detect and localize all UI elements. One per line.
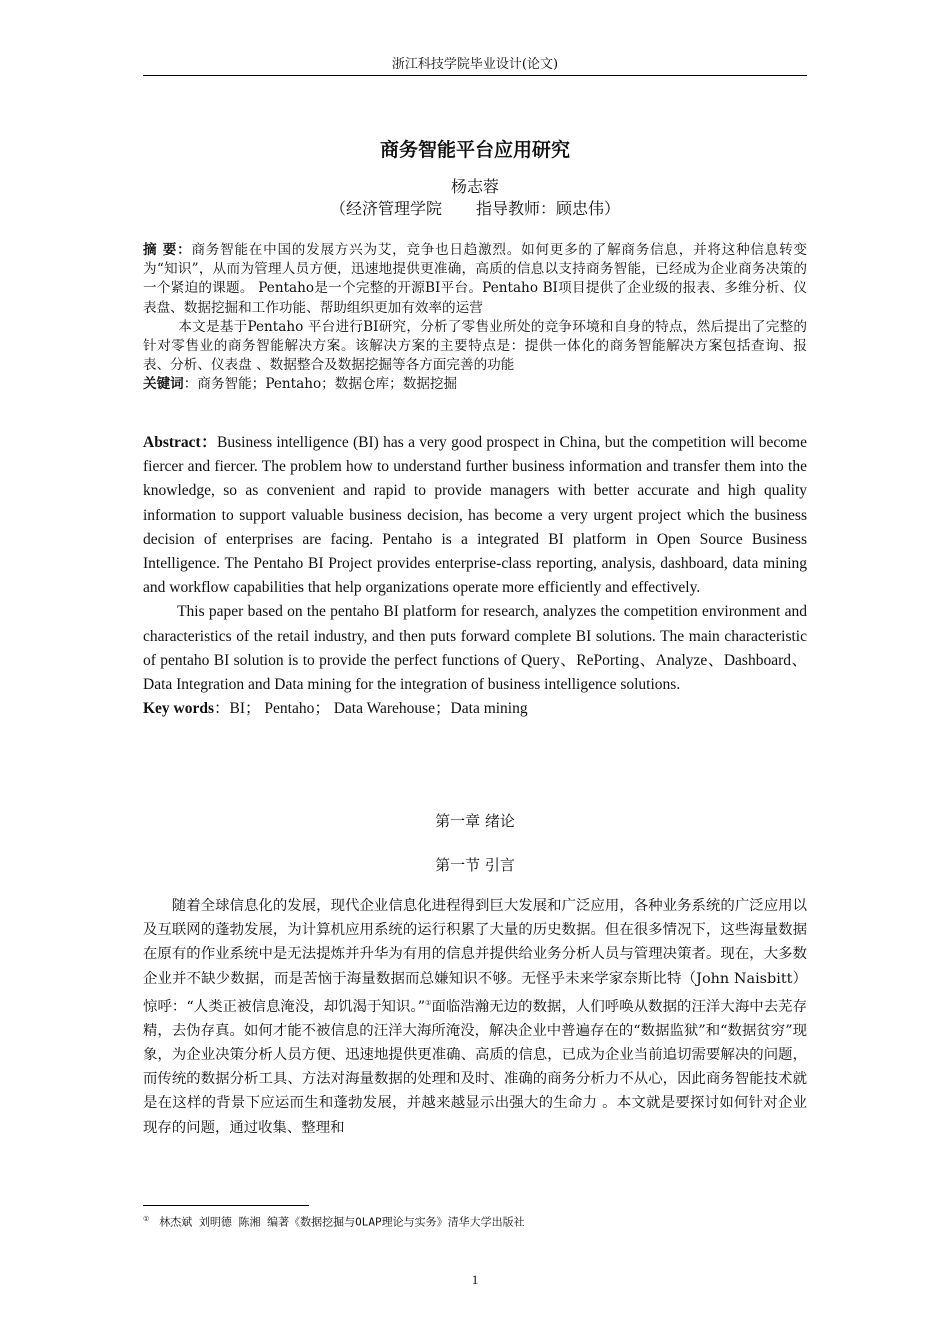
body-text-part-1: 随着全球信息化的发展，现代企业信息化进程得到巨大发展和广泛应用，各种业务系统的广泛应用以及互联网的蓬勃发展，为计算机应用系统的运行积累了大量的历史数据。但在很多情况下，这些海量数据在原有的作业系统中是无法提炼并升华为有用的信息并提供给业务分析人员与管理决策者。现在，大多数企业并不缺少数据，而是苦恼于海量数据而总嫌知识不够。无怪乎未来学家奈斯比特（John Naisbitt）惊呼：“人类正被信息淹没，却饥渴于知识。” xyxy=(143,898,807,1015)
footnote-text: 林杰斌 刘明德 陈湘 编著《数据挖掘与OLAP理论与实务》清华大学出版社 xyxy=(159,1215,525,1229)
footnote-reference[interactable]: ① xyxy=(425,998,432,1007)
paper-title: 商务智能平台应用研究 xyxy=(379,139,570,161)
en-abstract-text-1: Business intelligence (BI) has a very good prospect in China, but the competition will become fiercer and fiercer. The problem how to understand further business information and transfer them into the knowledge, so as convenient and rapid to provide managers with better accurate and high quality information to support valuable business decision, has become a very urgent project which the business decision of enterprises are facing. Pentaho is a integrated BI platform in Open Source Business Intelligence. The Pentaho BI Project provides enterprise-class reporting, analysis, dashboard, data mining and workflow capabilities that help organizations operate more efficiently and effectively. xyxy=(143,434,807,597)
en-keywords xyxy=(143,697,807,721)
affiliation xyxy=(143,198,807,220)
section-heading: 第一节 引言 xyxy=(435,856,515,874)
cn-abstract-label: 摘 要： xyxy=(143,242,192,258)
chinese-abstract xyxy=(143,241,807,395)
en-keywords-label: Key words xyxy=(143,700,215,718)
en-abstract-label: Abstract： xyxy=(143,434,218,451)
body-text xyxy=(143,894,807,1140)
english-abstract xyxy=(143,431,807,721)
body-text-part-2: 面临浩瀚无边的数据，人们呼唤从数据的汪洋大海中去芜存精，去伪存真。如何才能不被信息的汪洋大海所淹没，解决企业中普遍存在的“数据监狱”和“数据贫穷”现象，为企业决策分析人员方便、迅速地提供更准确、高质的信息，已成为企业当前追切需要解决的问题，而传统的数据分析工具、方法对海量数据的处理和及时、准确的商务分析力不从心，因此商务智能技术就是在这样的背景下应运而生和蓬勃发展，并越来越显示出强大的生命力 。本文就是要探讨如何针对企业现存的问题，通过收集、整理和 xyxy=(143,998,807,1136)
cn-keywords-text: ：商务智能；Pentaho；数据仓库；数据挖掘 xyxy=(183,376,458,393)
cn-abstract-text-1: 商务智能在中国的发展方兴为艾，竞争也日趋激烈。如何更多的了解商务信息，并将这种信息转变为“知识”，从而为管理人员方便，迅速地提供更准确，高质的信息以支持商务智能，已经成为企业商务决策的一个紧迫的课题。 Pentaho是一个完整的开源BI平台。Pentaho BI项目提供了企业级的报表、多维分析、仪表盘、数据挖掘和工作功能、帮助组织更加有效率的运营 xyxy=(143,242,807,316)
body-paragraph xyxy=(143,894,807,1140)
header-rule xyxy=(143,75,807,76)
author-name: 杨志蓉 xyxy=(450,177,499,196)
chapter-heading: 第一章 绪论 xyxy=(435,812,515,830)
footnote-rule xyxy=(143,1205,309,1206)
affiliation-school: （经济管理学院 xyxy=(329,199,442,218)
page-number: 1 xyxy=(471,1272,479,1287)
affiliation-advisor: 指导教师：顾忠伟） xyxy=(476,199,621,218)
footnote xyxy=(143,1210,807,1232)
en-abstract-para-2: This paper based on the pentaho BI platform for research, analyzes the competition environment and characteristics of the retail industry, and then puts forward complete BI solutions. The main characteristic of pentaho BI solution is to provide the perfect functions of Query、RePorting、Analyze、Dashboard、Data Integration and Data mining for the integration of business intelligence solutions. xyxy=(143,603,807,694)
en-abstract-para-1 xyxy=(143,431,807,600)
cn-abstract-para-2: 本文是基于Pentaho 平台进行BI研究，分析了零售业所处的竞争环境和自身的特点，然后提出了完整的针对零售业的商务智能解决方案。该解决方案的主要特点是：提供一体化的商务智能解决方案包括查询、报表、分析、仪表盘 、数据整合及数据挖掘等各方面完善的功能 xyxy=(143,318,807,374)
cn-abstract-para-1 xyxy=(143,241,807,318)
cn-keywords xyxy=(143,375,807,394)
en-keywords-text: ：BI； Pentaho； Data Warehouse；Data mining xyxy=(214,700,528,718)
footnote-mark: ① xyxy=(143,1215,150,1223)
cn-keywords-label: 关键词 xyxy=(143,376,184,393)
running-header: 浙江科技学院毕业设计(论文) xyxy=(391,57,559,72)
